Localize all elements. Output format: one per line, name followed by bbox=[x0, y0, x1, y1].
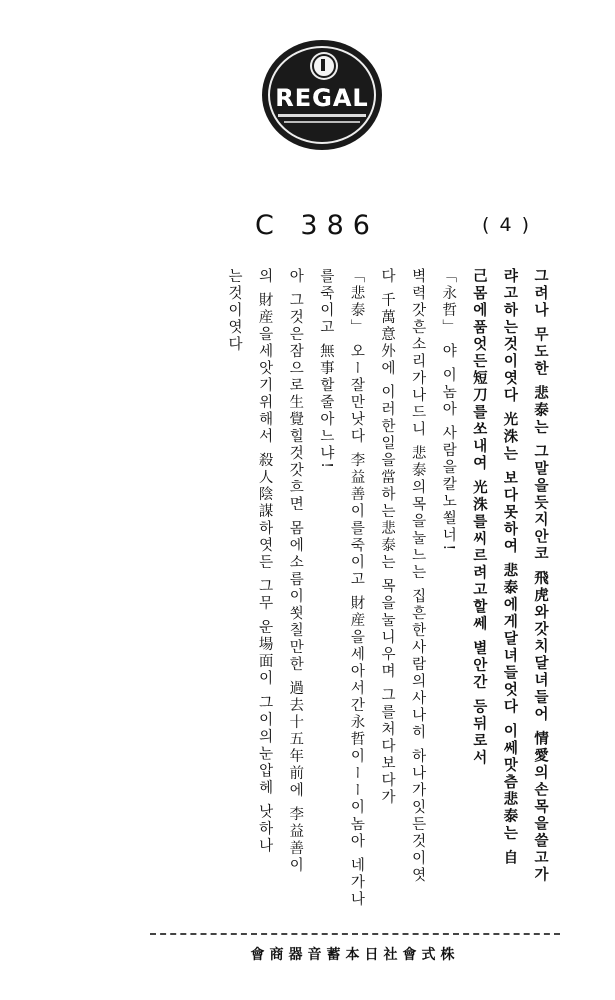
logo-wordmark: REGAL bbox=[275, 84, 369, 112]
logo-band-lower bbox=[284, 121, 360, 123]
regal-logo bbox=[262, 40, 382, 150]
catalog-number: C 386 bbox=[255, 210, 379, 241]
script-column: 「悲泰」 오ー잘만낫다 李益善이를죽이고 財産을세아서간永哲이ーー이놈아 네가나 bbox=[348, 268, 365, 909]
script-column: 는것이엿다 bbox=[226, 268, 243, 353]
script-column: 랴고하는것이엿다 光洙는 보다못하여 悲泰에게달녀들엇다 이쎄맛츰悲泰는 自 bbox=[501, 268, 519, 867]
script-column: 아 그것은잠으로生覺힐것갓흐면 몸에소름이쐿칠만한 過去十五年前에 李益善이 bbox=[287, 268, 304, 875]
publisher-footer: 會商器音蓄本日社會式株 bbox=[250, 947, 460, 963]
vertical-script-body bbox=[150, 268, 555, 923]
script-column: 己몸에품엇든短刀를쏘내여 光洙를씨르려고할쎄 별안간 등뒤로서 bbox=[470, 268, 488, 767]
logo-band bbox=[278, 114, 366, 117]
script-column: 를죽이고 無事할줄아느냐! bbox=[317, 268, 334, 471]
script-column: 그려나 무도한 悲泰는 그말을듯지안코 飛虎와갓치달녀들어 情愛의손목을쓸고가 bbox=[532, 268, 549, 884]
script-column: 벽력갓흔소리가나드니 悲泰의목을눌느는 집흔한사람의사나히 하나가잇든것이엿 bbox=[409, 268, 426, 885]
logo-emblem-icon bbox=[312, 54, 336, 78]
script-column: 의 財産을세앗기위해서 殺人陰謀하엿든 그무 운場面이 그이의눈압헤 낫하나 bbox=[256, 268, 273, 855]
script-column: 「永哲」 야 이놈아 사람을칼노쐴너! bbox=[440, 268, 457, 553]
page-number: ( 4 ) bbox=[482, 214, 531, 236]
script-column: 다 千萬意外에 이러한일을當하는悲泰는 목을눌니우며 그를처다보다가 bbox=[379, 268, 396, 807]
footer-divider bbox=[150, 933, 560, 935]
